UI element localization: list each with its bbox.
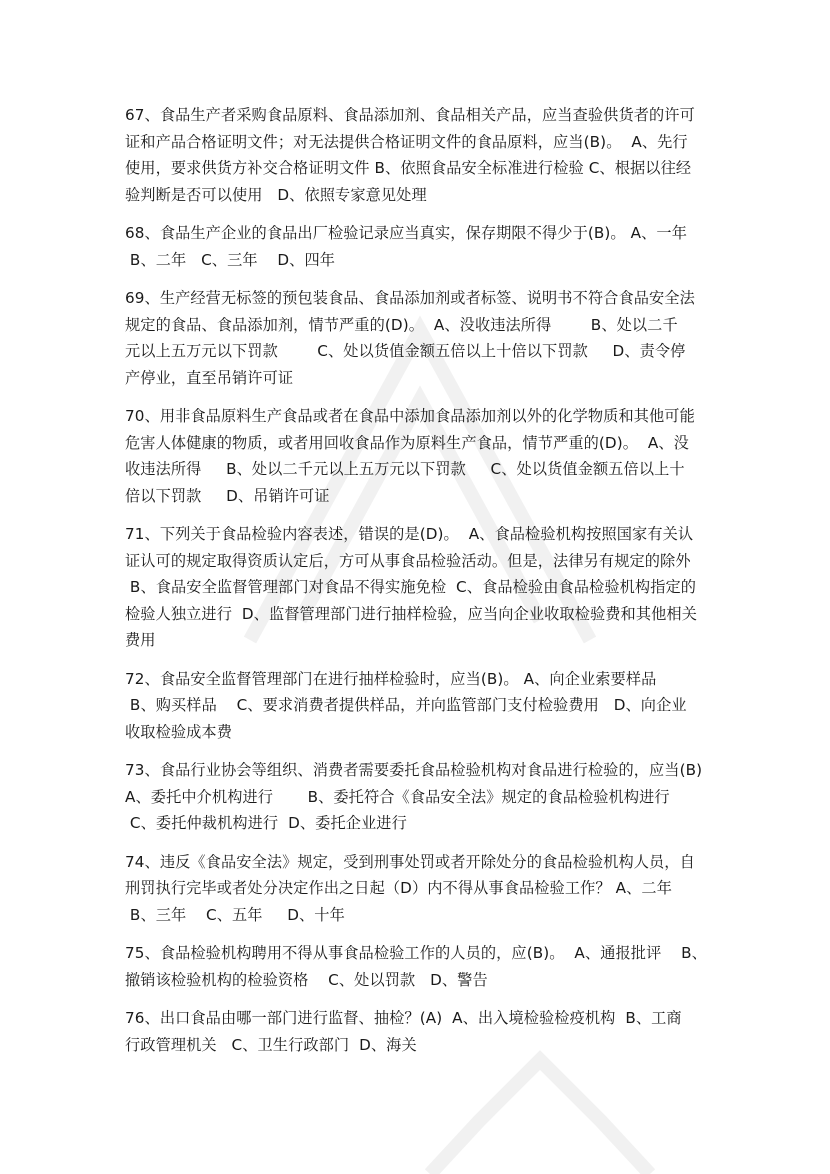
question-76	[125, 1005, 725, 1058]
question-line: 费用	[125, 631, 156, 649]
question-line: 69、生产经营无标签的预包装食品、食品添加剂或者标签、说明书不符合食品安全法	[125, 289, 695, 307]
question-line: 70、用非食品原料生产食品或者在食品中添加食品添加剂以外的化学物质和其他可能	[125, 407, 695, 425]
question-line: 74、违反《食品安全法》规定，受到刑事处罚或者开除处分的食品检验机构人员，自	[125, 852, 695, 871]
question-line: B、食品安全监督管理部门对食品不得实施免检 C、食品检验由食品检验机构指定的	[125, 578, 697, 596]
question-line: 72、食品安全监督管理部门在进行抽样检验时，应当(B)。 A、向企业索要样品	[125, 669, 657, 688]
question-line: 检验人独立进行 D、监督管理部门进行抽样检验，应当向企业收取检验费和其他相关	[125, 604, 697, 623]
question-line: 行政管理机关 C、卫生行政部门 D、海关	[125, 1035, 417, 1054]
question-line: 证认可的规定取得资质认定后，方可从事食品检验活动。但是，法律另有规定的除外	[125, 551, 691, 570]
question-line: 产停业，直至吊销许可证	[125, 368, 294, 387]
question-69	[125, 285, 725, 391]
question-line: 倍以下罚款 D、吊销许可证	[125, 486, 330, 505]
question-line: 75、食品检验机构聘用不得从事食品检验工作的人员的，应(B)。 A、通报批评 B、	[125, 944, 707, 962]
question-line: 71、下列关于食品检验内容表述，错误的是(D)。 A、食品检验机构按照国家有关认	[125, 525, 694, 543]
question-72	[125, 666, 725, 746]
question-line: 刑罚执行完毕或者处分决定作出之日起（D）内不得从事食品检验工作？ A、二年	[125, 879, 672, 897]
question-67	[125, 102, 725, 208]
question-line: 收违法所得 B、处以二千元以上五万元以下罚款 C、处以货值金额五倍以上十	[125, 460, 685, 478]
question-line: 危害人体健康的物质，或者用回收食品作为原料生产食品，情节严重的(D)。 A、没	[125, 433, 689, 452]
question-line: 验判断是否可以使用 D、依照专家意见处理	[125, 185, 427, 204]
question-line: 68、食品生产企业的食品出厂检验记录应当真实，保存期限不得少于(B)。 A、一年	[125, 224, 687, 242]
question-68	[125, 220, 725, 273]
question-line: 收取检验成本费	[125, 722, 233, 741]
question-line: B、购买样品 C、要求消费者提供样品，并向监管部门支付检验费用 D、向企业	[125, 696, 687, 714]
question-70	[125, 403, 725, 509]
document-page	[125, 102, 725, 1070]
question-line: 67、食品生产者采购食品原料、食品添加剂、食品相关产品，应当查验供货者的许可	[125, 106, 695, 124]
question-line: C、委托仲裁机构进行 D、委托企业进行	[125, 814, 407, 832]
question-line: A、委托中介机构进行 B、委托符合《食品安全法》规定的食品检验机构进行	[125, 787, 670, 806]
question-line: 73、食品行业协会等组织、消费者需要委托食品检验机构对食品进行检验的，应当(B)	[125, 761, 703, 779]
question-74	[125, 849, 725, 929]
question-line: 使用，要求供货方补交合格证明文件 B、依照食品安全标准进行检验 C、根据以往经	[125, 159, 692, 177]
question-line: 撤销该检验机构的检验资格 C、处以罚款 D、警告	[125, 970, 488, 989]
question-71	[125, 521, 725, 654]
question-line: B、二年 C、三年 D、四年	[125, 250, 336, 269]
question-line: 证和产品合格证明文件；对无法提供合格证明文件的食品原料，应当(B)。 A、先行	[125, 132, 688, 151]
question-line: B、三年 C、五年 D、十年	[125, 905, 345, 924]
question-line: 规定的食品、食品添加剂，情节严重的(D)。 A、没收违法所得 B、处以二千	[125, 315, 678, 334]
question-73	[125, 757, 725, 837]
question-75	[125, 940, 725, 993]
question-line: 元以上五万元以下罚款 C、处以货值金额五倍以上十倍以下罚款 D、责令停	[125, 342, 686, 360]
question-line: 76、出口食品由哪一部门进行监督、抽检？(A) A、出入境检验检疫机构 B、工商	[125, 1009, 682, 1027]
